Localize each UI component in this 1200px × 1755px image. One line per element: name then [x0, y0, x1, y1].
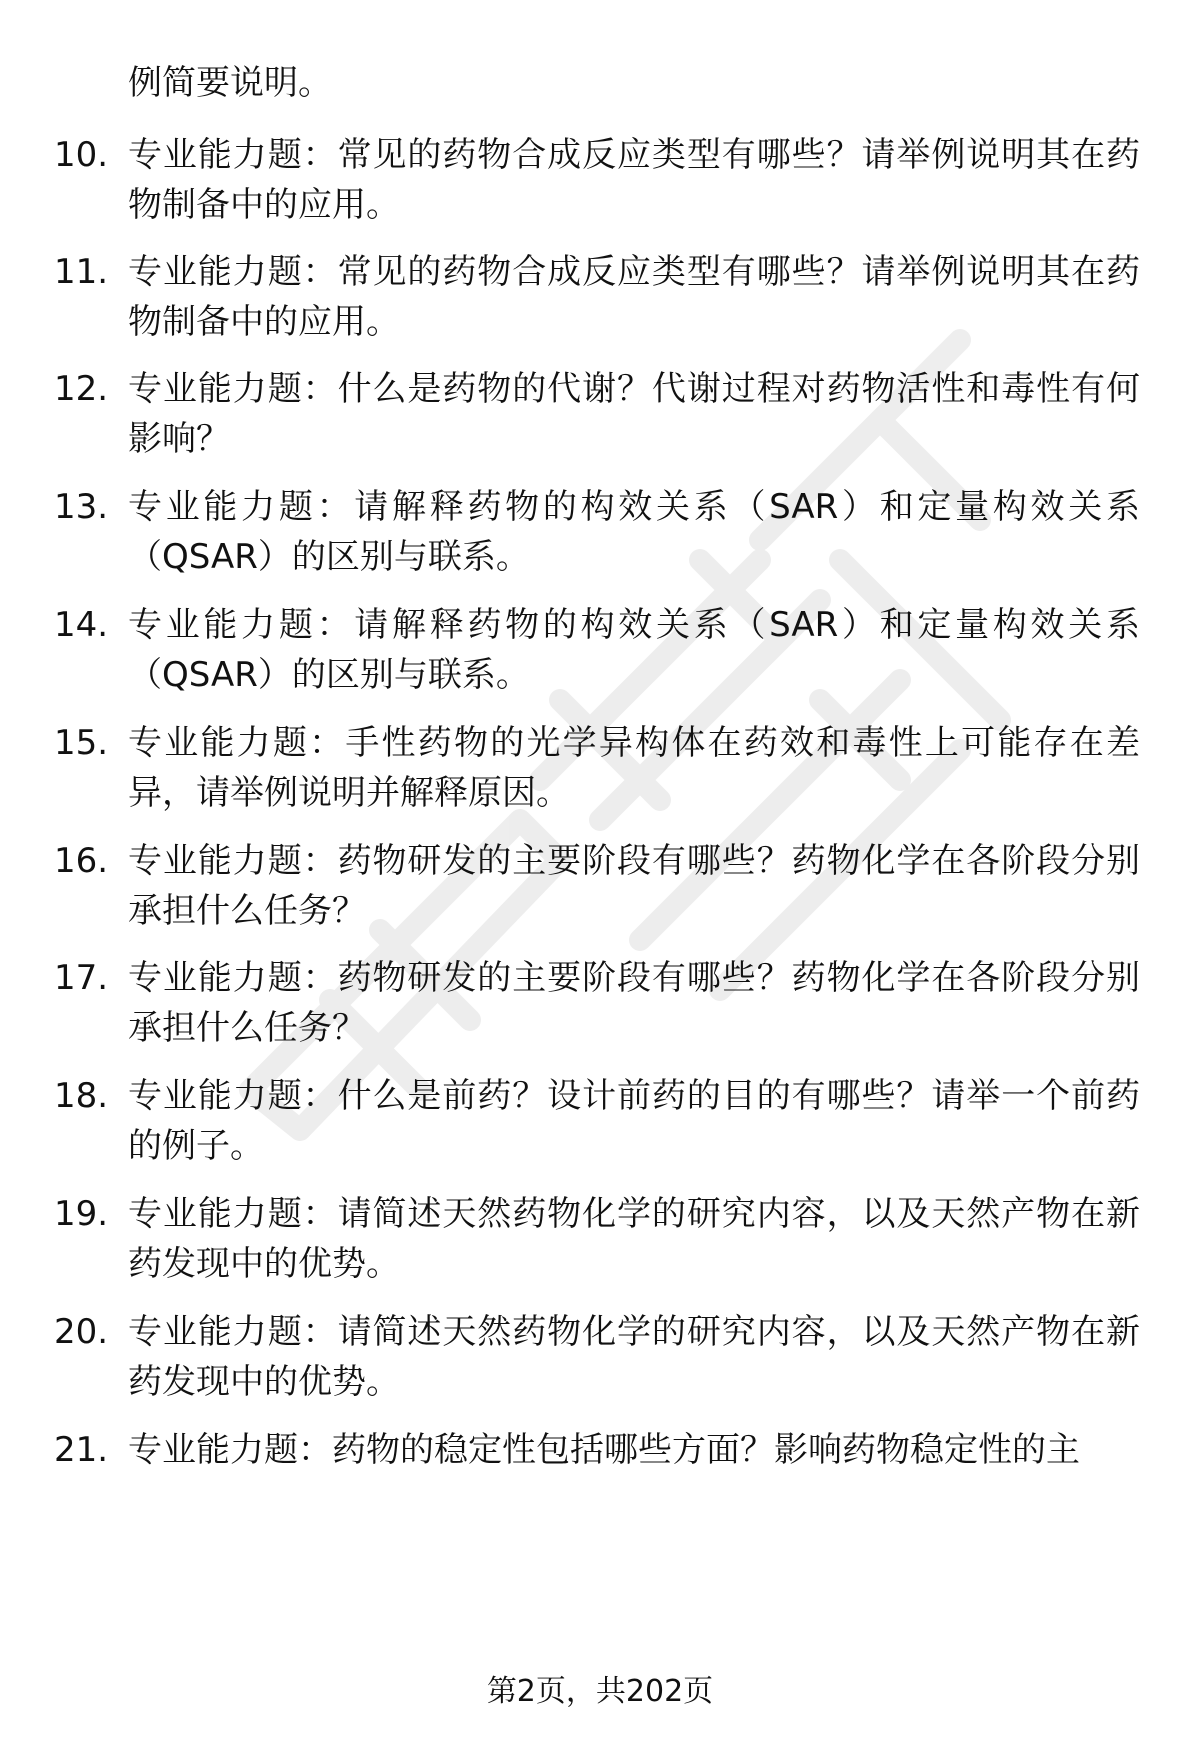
question-number: 16.: [54, 841, 109, 881]
question-text: 专业能力题：什么是前药？设计前药的目的有哪些？请举一个前药的例子。: [128, 1076, 1140, 1166]
question-number: 14.: [54, 605, 109, 645]
question-number: 19.: [54, 1194, 109, 1234]
question-text: 专业能力题：药物研发的主要阶段有哪些？药物化学在各阶段分别承担什么任务？: [128, 841, 1140, 931]
question-number: 10.: [54, 135, 109, 175]
question-text: 专业能力题：常见的药物合成反应类型有哪些？请举例说明其在药物制备中的应用。: [128, 135, 1140, 225]
question-text: 专业能力题：药物的稳定性包括哪些方面？影响药物稳定性的主: [128, 1430, 1080, 1470]
question-text: 专业能力题：药物研发的主要阶段有哪些？药物化学在各阶段分别承担什么任务？: [128, 958, 1140, 1048]
question-text: 专业能力题：手性药物的光学异构体在药效和毒性上可能存在差异，请举例说明并解释原因。: [128, 723, 1140, 813]
question-text: 专业能力题：常见的药物合成反应类型有哪些？请举例说明其在药物制备中的应用。: [128, 252, 1140, 342]
continuation-text: 例简要说明。: [128, 63, 332, 103]
question-number: 11.: [54, 252, 109, 292]
question-number: 15.: [54, 723, 109, 763]
question-text: 专业能力题：请简述天然药物化学的研究内容，以及天然产物在新药发现中的优势。: [128, 1312, 1140, 1402]
question-number: 17.: [54, 958, 109, 998]
question-text: 专业能力题：请解释药物的构效关系（SAR）和定量构效关系（QSAR）的区别与联系。: [128, 605, 1140, 695]
question-number: 21.: [54, 1430, 109, 1470]
question-text: 专业能力题：请解释药物的构效关系（SAR）和定量构效关系（QSAR）的区别与联系。: [128, 487, 1140, 577]
question-number: 12.: [54, 369, 109, 409]
question-text: 专业能力题：请简述天然药物化学的研究内容，以及天然产物在新药发现中的优势。: [128, 1194, 1140, 1284]
page-footer: 第2页，共202页: [486, 1674, 714, 1709]
question-number: 13.: [54, 487, 109, 527]
question-number: 20.: [54, 1312, 109, 1352]
question-number: 18.: [54, 1076, 109, 1116]
question-text: 专业能力题：什么是药物的代谢？代谢过程对药物活性和毒性有何影响？: [128, 369, 1140, 459]
